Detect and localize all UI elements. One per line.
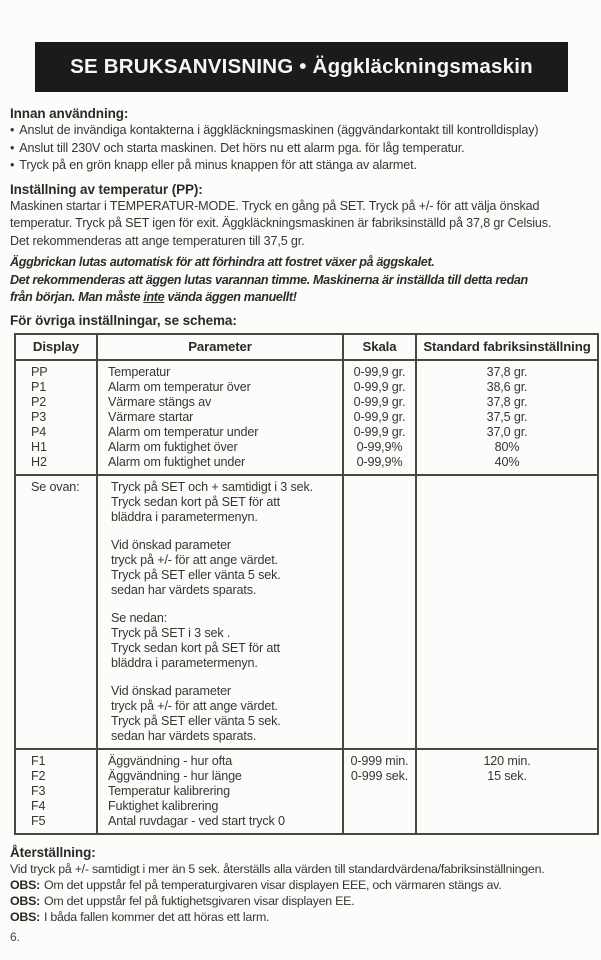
cell-standard: 38,6 gr. [416,380,598,395]
cell-skala: 0-99,9% [343,440,416,455]
obs-text: Om det uppstår fel på fuktighetsgivaren visar displayen EE. [43,893,355,908]
bullet-icon: • [10,123,15,137]
cell-display: Se ovan: [15,475,97,749]
paragraph-line: Maskinen startar i TEMPERATUR-MODE. Tryck en gång på SET. Tryck på +/- för att välja önskad [10,198,540,213]
cell-skala: 0-999 sek. [343,769,416,784]
table-row [15,395,598,410]
obs-text: I båda fallen kommer det att höras ett larm. [43,910,270,925]
table-row [15,380,598,395]
cell-display: P1 [15,380,97,395]
cell-display: P4 [15,425,97,440]
cell-parameter: Alarm om temperatur under [97,425,343,440]
cell-skala [343,814,416,834]
cell-display: P3 [15,410,97,425]
cell-display: F1 [15,749,97,769]
instruction-paragraph: Vid önskad parameter tryck på +/- för att ange värdet. Tryck på SET eller vänta 5 sek. sedan har värdets sparats. [111,683,281,743]
underlined-word: inte [143,290,165,304]
temperature-paragraph [10,198,591,251]
cell-parameter: Alarm om fuktighet under [97,455,343,475]
table-header-row [15,334,598,360]
cell-skala: 0-99,9 gr. [343,380,416,395]
table-row [15,360,598,380]
cell-standard: 40% [416,455,598,475]
cell-parameter: Temperatur kalibrering [97,784,343,799]
table-section-parameters [15,360,598,475]
table-row [15,410,598,425]
table-section-functions [15,749,598,834]
table-row [15,749,598,769]
column-header-standard: Standard fabriksinställning [416,334,598,360]
section-heading-temperature: Inställning av temperatur (PP): [10,181,203,197]
cell-parameter: Alarm om temperatur över [97,380,343,395]
cell-skala: 0-999 min. [343,749,416,769]
obs-line [10,893,591,909]
bullet-text: Tryck på en grön knapp eller på minus knappen för att stänga av alarmet. [19,158,417,172]
cell-standard: 15 sek. [416,769,598,784]
cell-instructions [97,475,343,749]
table-row [15,425,598,440]
cell-skala: 0-99,9 gr. [343,425,416,440]
obs-label: OBS: [10,893,40,908]
column-header-skala: Skala [343,334,416,360]
cell-parameter: Äggvändning - hur ofta [97,749,343,769]
cell-standard: 120 min. [416,749,598,769]
before-use-bullet-list [10,122,591,175]
cell-parameter: Temperatur [97,360,343,380]
settings-table [14,333,599,835]
obs-label: OBS: [10,877,40,892]
cell-parameter: Fuktighet kalibrering [97,799,343,814]
cell-parameter: Antal ruvdagar - ved start tryck 0 [97,814,343,834]
tilt-note-line: från början. Man måste inte vända äggen manuellt! [10,290,297,304]
cell-display: H2 [15,455,97,475]
page-number: 6. [10,930,21,945]
reset-intro-line: Vid tryck på +/- samtidigt i mer än 5 sek. återställs alla värden till standardvärdena/fabriksinställningen. [10,861,545,876]
bullet-icon: • [10,140,15,155]
table-row-instructions [15,475,598,749]
tilt-note-paragraph [10,254,591,307]
cell-standard: 37,5 gr. [416,410,598,425]
cell-parameter: Äggvändning - hur länge [97,769,343,784]
cell-standard [416,814,598,834]
page-content [0,105,601,944]
tilt-note-line: Äggbrickan lutas automatisk för att förhindra att fostret växer på äggskalet. [10,255,435,269]
table-section-instructions [15,475,598,749]
cell-parameter: Värmare startar [97,410,343,425]
cell-display: F5 [15,814,97,834]
cell-display: P2 [15,395,97,410]
paragraph-line: temperatur. Tryck på SET igen för exit. Äggkläckningsmaskinen är fabriksinställd på 37,8 gr Celsius. [10,216,552,230]
section-heading-reset: Återställning: [10,844,96,860]
cell-skala [343,475,416,749]
cell-display: F2 [15,769,97,784]
cell-display: F4 [15,799,97,814]
section-heading-schema: För övriga inställningar, se schema: [10,312,237,328]
cell-display: PP [15,360,97,380]
cell-parameter: Alarm om fuktighet över [97,440,343,455]
list-item [10,122,591,140]
cell-skala: 0-99,9% [343,455,416,475]
bullet-text: Anslut de invändiga kontakterna i äggkläckningsmaskinen (äggvändarkontakt till kontrolldisplay) [19,123,539,137]
obs-label: OBS: [10,910,40,925]
cell-skala: 0-99,9 gr. [343,395,416,410]
cell-skala [343,799,416,814]
instruction-paragraph: Se nedan: Tryck på SET i 3 sek . Tryck sedan kort på SET för att bläddra i parametermenyn. [111,610,280,670]
title-banner [35,42,568,92]
obs-line [10,877,591,893]
column-header-display: Display [15,334,97,360]
cell-skala: 0-99,9 gr. [343,360,416,380]
cell-standard [416,475,598,749]
column-header-parameter: Parameter [97,334,343,360]
page-title: SE BRUKSANVISNING • Äggkläckningsmaskin [70,55,533,78]
bullet-text: Anslut till 230V och starta maskinen. Det hörs nu ett alarm pga. för låg temperatur. [19,140,465,155]
cell-standard: 37,0 gr. [416,425,598,440]
cell-standard [416,784,598,799]
cell-parameter: Värmare stängs av [97,395,343,410]
instruction-paragraph: Vid önskad parameter tryck på +/- för att ange värdet. Tryck på SET eller vänta 5 sek. sedan har värdets sparats. [111,537,281,597]
table-row [15,814,598,834]
cell-display: F3 [15,784,97,799]
section-heading-before-use: Innan användning: [10,106,129,121]
table-row [15,769,598,784]
cell-skala [343,784,416,799]
cell-standard: 80% [416,440,598,455]
bullet-icon: • [10,158,15,172]
obs-text: Om det uppstår fel på temperaturgivaren visar displayen EEE, och värmaren stängs av. [43,877,502,892]
list-item [10,140,591,158]
table-row [15,799,598,814]
obs-line [10,909,591,925]
instruction-paragraph: Tryck på SET och + samtidigt i 3 sek. Tryck sedan kort på SET för att bläddra i parametermenyn. [111,479,313,524]
list-item [10,157,591,175]
cell-standard: 37,8 gr. [416,360,598,380]
paragraph-line: Det rekommenderas att ange temperaturen till 37,5 gr. [10,233,305,248]
table-row [15,455,598,475]
tilt-note-line: Det rekommenderas att äggen lutas varannan timme. Maskinerna är inställda till detta redan [10,272,528,287]
cell-standard [416,799,598,814]
table-row [15,440,598,455]
cell-skala: 0-99,9 gr. [343,410,416,425]
cell-standard: 37,8 gr. [416,395,598,410]
table-row [15,784,598,799]
cell-display: H1 [15,440,97,455]
